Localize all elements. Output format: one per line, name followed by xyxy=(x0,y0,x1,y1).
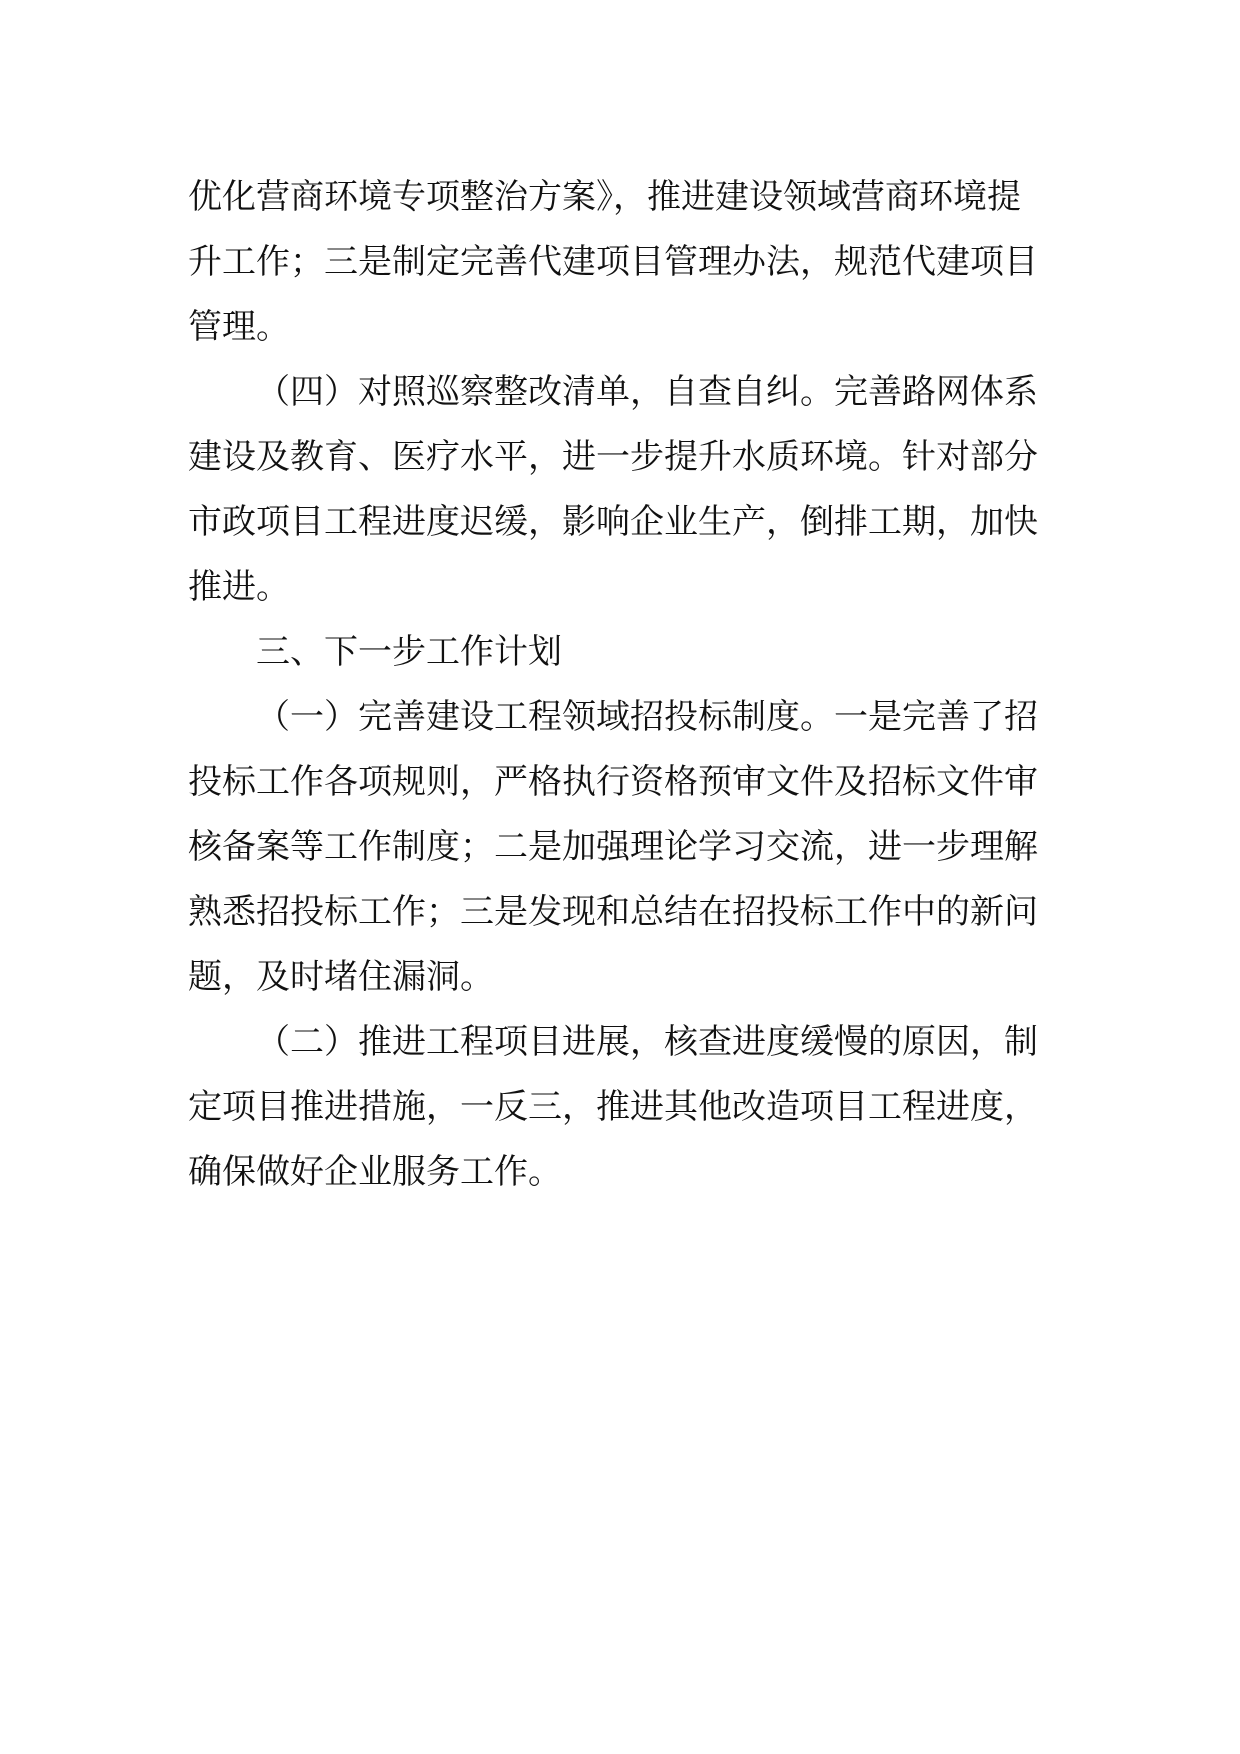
text-line: 优化营商环境专项整治方案》，推进建设领域营商环境提 xyxy=(188,177,1021,217)
paragraph-continuation xyxy=(188,165,1068,360)
document-body xyxy=(188,165,1068,1205)
section-title: 三、下一步工作计划 xyxy=(256,632,562,672)
section-heading xyxy=(188,620,1068,685)
text-line: 定项目推进措施，一反三，推进其他改造项目工程进度， xyxy=(188,1087,1038,1127)
text-line: 市政项目工程进度迟缓，影响企业生产，倒排工期，加快 xyxy=(188,502,1038,542)
paragraph-plan-2 xyxy=(188,1010,1068,1205)
paragraph-plan-1 xyxy=(188,685,1068,1010)
text-line: 确保做好企业服务工作。 xyxy=(188,1152,562,1192)
text-line: （四）对照巡察整改清单，自查自纠。完善路网体系 xyxy=(256,372,1038,412)
text-line: 投标工作各项规则，严格执行资格预审文件及招标文件审 xyxy=(188,762,1038,802)
text-line: 推进。 xyxy=(188,567,290,607)
text-line: 管理。 xyxy=(188,307,290,347)
text-line: 熟悉招投标工作；三是发现和总结在招投标工作中的新问 xyxy=(188,892,1038,932)
text-line: 建设及教育、医疗水平，进一步提升水质环境。针对部分 xyxy=(188,437,1038,477)
text-line: 升工作；三是制定完善代建项目管理办法，规范代建项目 xyxy=(188,242,1038,282)
text-line: 题，及时堵住漏洞。 xyxy=(188,957,494,997)
text-line: （二）推进工程项目进展，核查进度缓慢的原因，制 xyxy=(256,1022,1038,1062)
text-line: （一）完善建设工程领域招投标制度。一是完善了招 xyxy=(256,697,1038,737)
text-line: 核备案等工作制度；二是加强理论学习交流，进一步理解 xyxy=(188,827,1038,867)
paragraph-item-4 xyxy=(188,360,1068,620)
